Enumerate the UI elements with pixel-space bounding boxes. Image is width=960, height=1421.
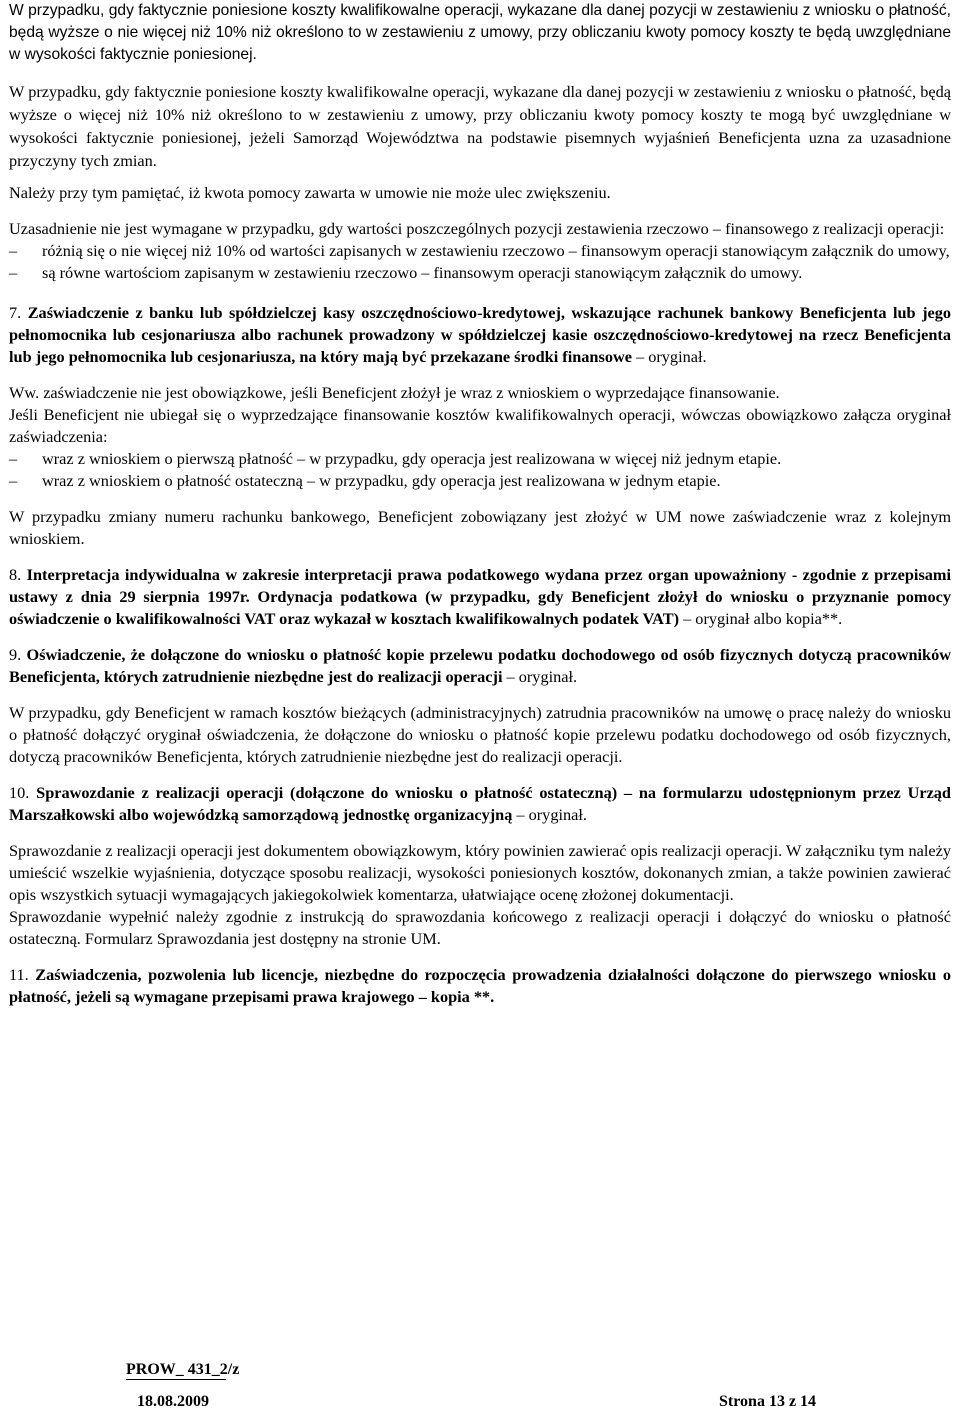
- attachment-list: [9, 448, 951, 492]
- section-9-tail: – oryginał.: [502, 667, 578, 686]
- section-number: 11.: [9, 965, 29, 984]
- section-7-heading: [9, 302, 951, 368]
- dash-bullet: –: [9, 263, 18, 282]
- section-9-heading: [9, 644, 951, 688]
- paragraph-over-10-percent: W przypadku, gdy faktycznie poniesione koszty kwalifikowalne operacji, wykazane dla danej pozycji w zestawieniu z wniosku o płatność, będą wyższe o więcej niż 10% niż określono to w zestawieniu z umowy, przy obliczaniu kwoty pomocy koszty te mogą być uwzględniane w wysokości faktycznie poniesionej, jeżeli Samorząd Województwa na podstawie pisemnych wyjaśnień Beneficjenta uzna za uzasadnione przyczyny tych zmian.: [9, 82, 951, 170]
- paragraph-justification: Uzasadnienie nie jest wymagane w przypadku, gdy wartości poszczególnych pozycji zestawienia rzeczowo – finansowego z realizacji operacji:: [9, 219, 945, 238]
- section-number: 9.: [9, 645, 22, 664]
- section-10-heading: [9, 782, 951, 826]
- section-11-title: Zaświadczenia, pozwolenia lub licencje, niezbędne do rozpoczęcia prowadzenia działalności dołączone do pierwszego wniosku o płatność, jeżeli są wymagane przepisami prawa krajowego – kopia **.: [9, 965, 951, 1006]
- section-10-title: Sprawozdanie z realizacji operacji (dołączone do wniosku o płatność ostateczną) – na formularzu udostępnionym przez Urząd Marszałkowski albo wojewódzką samorządową jednostkę organizacyjną: [9, 783, 951, 824]
- section-11-heading: [9, 964, 951, 1008]
- section-number: 7.: [9, 303, 22, 322]
- list-item: – są równe wartościom zapisanym w zestawieniu rzeczowo – finansowym operacji stanowiącym załącznik do umowy.: [9, 263, 803, 282]
- section-number: 10.: [9, 783, 30, 802]
- section-10-tail: – oryginał.: [512, 805, 587, 824]
- section-9-title: Oświadczenie, że dołączone do wniosku o płatność kopie przelewu podatku dochodowego od osób fizycznych dotyczą pracowników Beneficjenta, których zatrudnienie niezbędne jest do realizacji operacji: [9, 645, 951, 686]
- paragraph-jesli: Jeśli Beneficjent nie ubiegał się o wyprzedzające finansowanie kosztów kwalifikowalnych operacji, wówczas obowiązkowo załącza oryginał zaświadczenia:: [9, 405, 951, 446]
- list-item: – wraz z wnioskiem o pierwszą płatność – w przypadku, gdy operacja jest realizowana w więcej niż jednym etapie.: [9, 449, 782, 468]
- list-item: – różnią się o nie więcej niż 10% od wartości zapisanych w zestawieniu rzeczowo – finansowym operacji stanowiącym załącznik do umowy,: [9, 241, 950, 260]
- footer-rule: [126, 1379, 226, 1380]
- paragraph-section-10a: Sprawozdanie z realizacji operacji jest dokumentem obowiązkowym, który powinien zawierać opis realizacji operacji. W załączniku tym należy umieścić wszelkie wyjaśnienia, dotyczące sposobu realizacji, wysokości poniesionych kosztów, dokonanych zmian, a także powinien zawierać opis wszystkich sytuacji wymagających jakiegokolwiek komentarza, ułatwiające ocenę złożonej dokumentacji.: [9, 841, 951, 904]
- section-8-tail: – oryginał albo kopia**.: [679, 609, 843, 628]
- section-number: 8.: [9, 565, 22, 584]
- page-number: Strona 13 z 14: [719, 1393, 817, 1410]
- section-7-title: Zaświadczenie z banku lub spółdzielczej kasy oszczędnościowo-kredytowej, wskazujące rachunek bankowy Beneficjenta lub jego pełnomocnika lub cesjonariusza albo rachunek prowadzony w spółdzielczej kasie oszczędnościowo-kredytowej na rzecz Beneficjenta lub jego pełnomocnika lub cesjonariusza, na który mają być przekazane środki finansowe: [9, 303, 951, 366]
- paragraph-intro: W przypadku, gdy faktycznie poniesione koszty kwalifikowalne operacji, wykazane dla danej pozycji w zestawieniu z wniosku o płatność, będą wyższe o nie więcej niż 10% niż określono to w zestawieniu z umowy, przy obliczaniu kwoty pomocy koszty te będą uwzględniane w wysokości faktycznie poniesionej.: [9, 2, 951, 63]
- dash-bullet: –: [9, 471, 18, 490]
- document-code: PROW_ 431_2/z: [126, 1361, 240, 1378]
- page-footer: [0, 1357, 960, 1421]
- paragraph-section-9: W przypadku, gdy Beneficjent w ramach kosztów bieżących (administracyjnych) zatrudnia pracowników na umowę o pracę należy do wniosku o płatność dołączyć oryginał oświadczenia, że dołączone do wniosku o płatność kopie przelewu podatku dochodowego od osób fizycznych, dotyczą pracowników Beneficjenta, których zatrudnienie niezbędne jest do realizacji operacji.: [9, 703, 951, 766]
- dash-bullet: –: [9, 241, 18, 260]
- section-8-heading: [9, 564, 951, 630]
- paragraph-bank-change: W przypadku zmiany numeru rachunku bankowego, Beneficjent zobowiązany jest złożyć w UM nowe zaświadczenie wraz z kolejnym wnioskiem.: [9, 507, 951, 548]
- paragraph-ww: Ww. zaświadczenie nie jest obowiązkowe, jeśli Beneficjent złożył je wraz z wnioskiem o wyprzedające finansowanie.: [9, 383, 780, 402]
- justification-list: [9, 240, 951, 284]
- dash-bullet: –: [9, 449, 18, 468]
- paragraph-note: Należy przy tym pamiętać, iż kwota pomocy zawarta w umowie nie może ulec zwiększeniu.: [9, 183, 611, 202]
- list-item: – wraz z wnioskiem o płatność ostateczną – w przypadku, gdy operacja jest realizowana w jednym etapie.: [9, 471, 721, 490]
- document-page: [9, 0, 951, 1008]
- section-8-title: Interpretacja indywidualna w zakresie interpretacji prawa podatkowego wydana przez organ upoważniony - zgodnie z przepisami ustawy z dnia 29 sierpnia 1997r. Ordynacja podatkowa (w przypadku, gdy Beneficjent złożył do wniosku o przyznanie pomocy oświadczenie o kwalifikowalności VAT oraz wykazał w kosztach kwalifikowalnych podatek VAT): [9, 565, 952, 628]
- document-date: 18.08.2009: [137, 1393, 209, 1410]
- paragraph-section-10b: Sprawozdanie wypełnić należy zgodnie z instrukcją do sprawozdania końcowego z realizacji operacji i dołączyć do wniosku o płatność ostateczną. Formularz Sprawozdania jest dostępny na stronie UM.: [9, 907, 951, 948]
- section-7-tail: – oryginał.: [631, 347, 707, 366]
